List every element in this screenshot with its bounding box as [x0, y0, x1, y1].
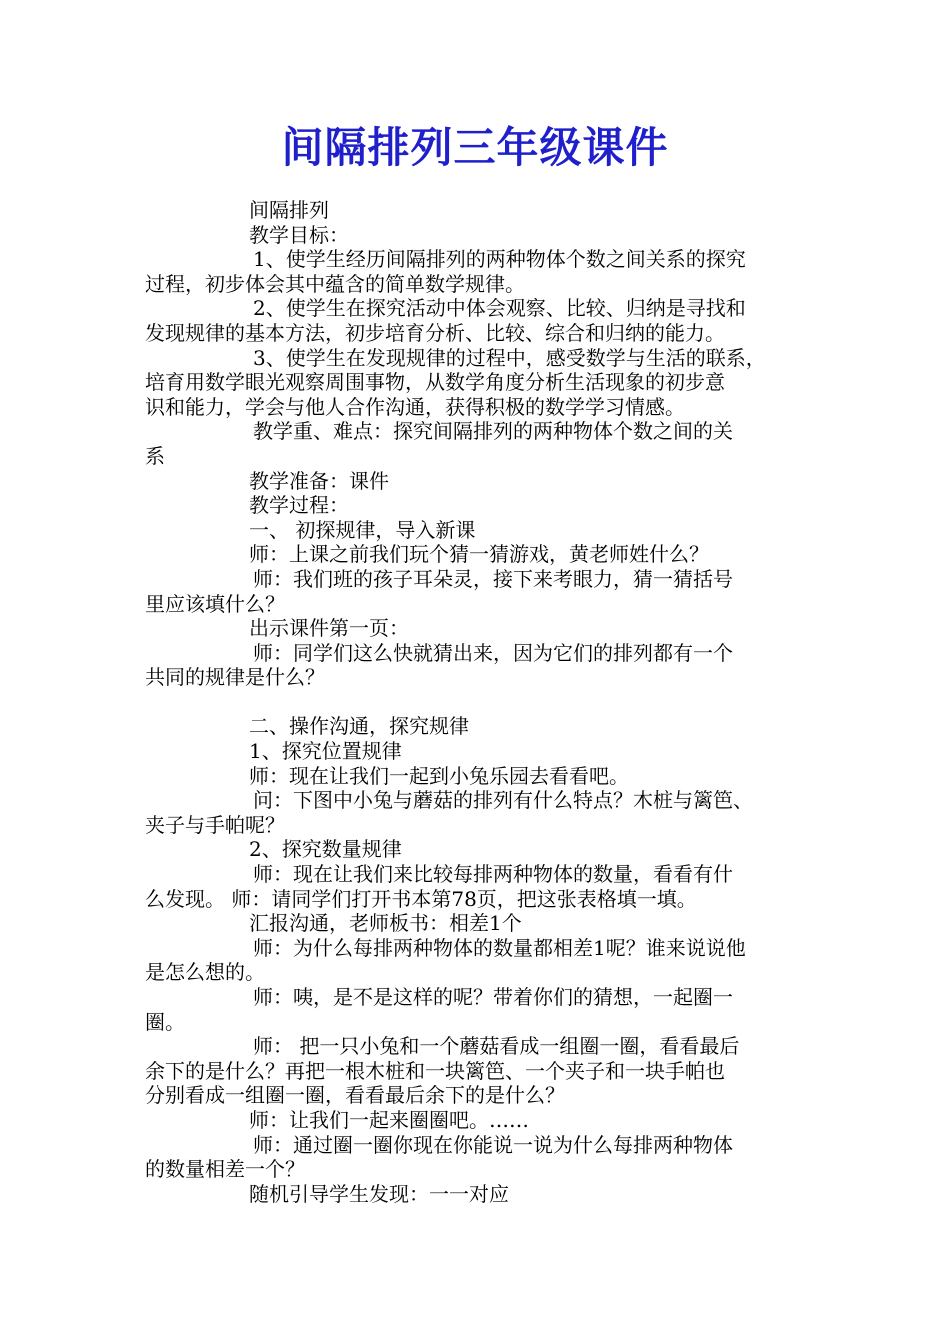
text-line: 师：通过圈一圈你现在你能说一说为什么每排两种物体: [253, 1132, 733, 1157]
section-heading: 一、 初探规律，导入新课: [249, 517, 476, 542]
text-line: 教学过程：: [249, 493, 349, 518]
text-line: 教学重、难点：探究间隔排列的两种物体个数之间的关: [253, 419, 733, 444]
text-line: 2、使学生在探究活动中体会观察、比较、归纳是寻找和: [253, 296, 746, 321]
text-line: 1、使学生经历间隔排列的两种物体个数之间关系的探究: [253, 247, 746, 272]
text-line: 教学准备：课件: [249, 468, 389, 493]
text-line: 汇报沟通，老师板书：相差1个: [249, 911, 522, 936]
section-heading: 二、操作沟通，探究规律: [249, 714, 469, 739]
text-line: 师：现在让我们来比较每排两种物体的数量，看看有什: [253, 862, 733, 887]
text-line: 里应该填什么？: [145, 591, 285, 616]
text-line: 余下的是什么？再把一根木桩和一块篱笆、一个夹子和一块手帕也: [145, 1058, 725, 1083]
blank-line: [145, 690, 825, 715]
text-line: 师：为什么每排两种物体的数量都相差1呢？谁来说说他: [253, 935, 746, 960]
subsection-heading: 1、探究位置规律: [249, 739, 402, 764]
text-line: 师： 把一只小兔和一个蘑菇看成一组圈一圈，看看最后: [253, 1034, 740, 1059]
text-line: 共同的规律是什么？: [145, 665, 325, 690]
text-line: 夹子与手帕呢？: [145, 812, 285, 837]
text-line: 分别看成一组圈一圈，看看最后余下的是什么？: [145, 1083, 565, 1108]
text-line: 过程，初步体会其中蕴含的简单数学规律。: [145, 271, 525, 296]
text-line: 系: [145, 443, 165, 468]
text-line: 师：上课之前我们玩个猜一猜游戏，黄老师姓什么？: [249, 542, 709, 567]
text-line: 3、使学生在发现规律的过程中，感受数学与生活的联系，: [253, 345, 766, 370]
text-line: 么发现。 师：请同学们打开书本第78页，把这张表格填一填。: [145, 886, 697, 911]
document-body: [145, 198, 825, 1206]
text-line: 随机引导学生发现：一一对应: [249, 1181, 509, 1206]
text-line: 的数量相差一个？: [145, 1157, 305, 1182]
text-line: 圈。: [145, 1009, 185, 1034]
text-line: 出示课件第一页：: [249, 616, 409, 641]
text-line: 师：咦，是不是这样的呢？带着你们的猜想，一起圈一: [253, 985, 733, 1009]
text-line: 间隔排列: [249, 198, 329, 222]
text-line: 识和能力，学会与他人合作沟通，获得积极的数学学习情感。: [145, 394, 685, 419]
text-line: 发现规律的基本方法，初步培育分析、比较、综合和归纳的能力。: [145, 320, 725, 345]
text-line: 师：我们班的孩子耳朵灵，接下来考眼力，猜一猜括号: [253, 566, 733, 591]
text-line: 培育用数学眼光观察周围事物，从数学角度分析生活现象的初步意: [145, 370, 725, 395]
document-title: 间隔排列三年级课件: [281, 123, 669, 172]
text-line: 问：下图中小兔与蘑菇的排列有什么特点？木桩与篱笆、: [253, 788, 753, 813]
text-line: 是怎么想的。: [145, 960, 265, 985]
subsection-heading: 2、探究数量规律: [249, 837, 402, 862]
text-line: 师：现在让我们一起到小兔乐园去看看吧。: [249, 763, 629, 788]
text-line: 师：让我们一起来圈圈吧。……: [249, 1107, 529, 1132]
text-line: 教学目标：: [249, 222, 349, 247]
text-line: 师：同学们这么快就猜出来，因为它们的排列都有一个: [253, 640, 733, 665]
